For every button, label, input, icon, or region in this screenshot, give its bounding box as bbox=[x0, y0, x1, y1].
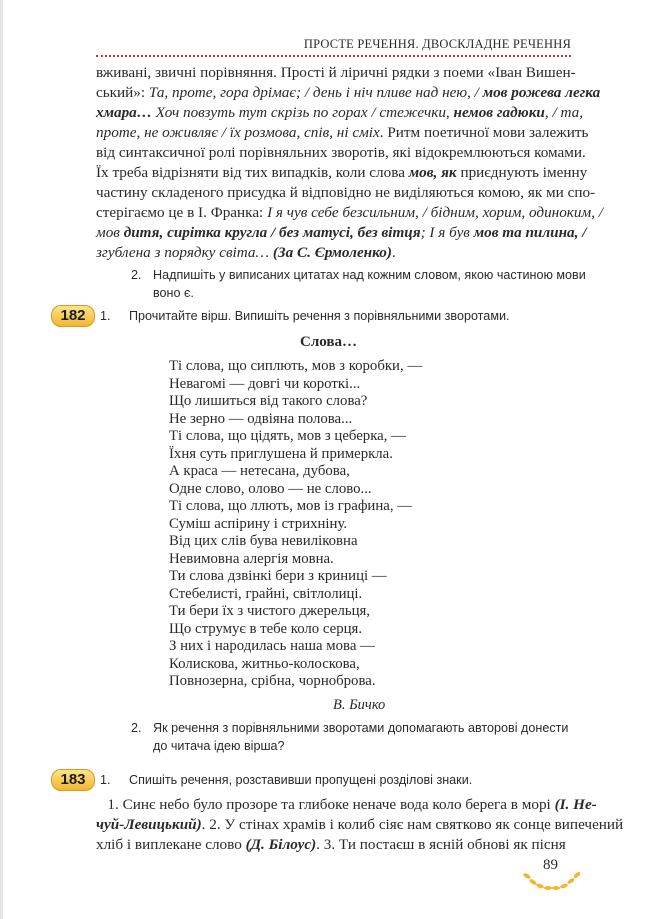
poem-line: Невагомі — довгі чи короткі... bbox=[169, 375, 361, 392]
poem-line: Суміш аспірину і стрихніну. bbox=[169, 515, 348, 532]
body-text: Їх треба відрізняти від тих випадків, коли слова bbox=[96, 164, 409, 181]
quote-text: Хоч повзуть тут скрізь по горах / стежечки, bbox=[155, 104, 454, 121]
task-text: Прочитайте вірш. Випишіть речення з порівняльними зворотами. bbox=[129, 309, 510, 323]
text-line bbox=[96, 143, 586, 163]
quote-text: проте, не оживляє / їх розмова, спів, ні сміх bbox=[96, 124, 380, 141]
poem-line: Ті слова, що сиплють, мов з коробки, — bbox=[169, 358, 423, 374]
poem-title: Слова… bbox=[300, 334, 357, 350]
running-header: ПРОСТЕ РЕЧЕННЯ. ДВОСКЛАДНЕ РЕЧЕННЯ bbox=[303, 37, 571, 51]
text-line bbox=[96, 103, 584, 123]
text-line bbox=[96, 183, 596, 203]
poem-line: А краса — нетесана, дубова, bbox=[169, 463, 350, 479]
page-number: 89 bbox=[543, 857, 558, 873]
body-text: . 2. У стінах храмів і колиб сіяє нам святково як сонце випечений bbox=[201, 816, 624, 833]
task-number: 2. bbox=[131, 721, 142, 735]
task-text bbox=[153, 719, 568, 755]
poem-line: Ті слова, що ллють, мов із графина, — bbox=[169, 498, 413, 514]
poem-line: З них і народилась наша мова — bbox=[169, 638, 375, 654]
quote-text: Та, проте, гора дрімає; / день і ніч пливе над нею, / bbox=[148, 84, 483, 101]
poem-line: Що струмує в тебе коло серця. bbox=[169, 620, 363, 637]
emphasis-text: немов гадюки bbox=[453, 104, 545, 121]
poem-line: Стебелисті, грайні, світлолиці. bbox=[169, 585, 363, 602]
poem-line: Повнозерна, срібна, чорноброва. bbox=[169, 673, 376, 689]
body-text: приєднують іменну bbox=[456, 164, 588, 181]
emphasis-text: хмара… bbox=[96, 104, 156, 121]
body-text: . Ритм поетичної мови залежить bbox=[379, 124, 589, 141]
task-text bbox=[153, 266, 586, 302]
body-text: ський»: bbox=[96, 84, 149, 101]
emphasis-text: (І. Не- bbox=[554, 796, 597, 813]
quote-text: , / та, bbox=[544, 104, 584, 121]
task-line: воно є. bbox=[153, 286, 194, 300]
body-text: . 3. Ти постаєш в ясній обнові як пісня bbox=[316, 836, 566, 853]
emphasis-text: мов, як bbox=[408, 164, 457, 181]
emphasis-text: мов рожева легка bbox=[482, 84, 601, 101]
poem-line: Одне слово, олово — не слово... bbox=[169, 480, 372, 497]
exercise-badge-183: 183 bbox=[51, 769, 95, 791]
task-text: Спишіть речення, розставивши пропущені розділові знаки. bbox=[129, 773, 473, 787]
body-text: стерігаємо це в І. Франка: bbox=[96, 204, 268, 221]
body-text: частину складеного присудка й відповідно не виділяються комою, як ми спо- bbox=[96, 184, 596, 201]
text-line bbox=[96, 123, 589, 143]
task-line: Надпишіть у виписаних цитатах над кожним словом, якою частиною мови bbox=[153, 268, 586, 282]
emphasis-text: (За С. Єрмоленко) bbox=[272, 244, 392, 261]
task-number: 1. bbox=[100, 773, 111, 787]
body-text: від синтаксичної ролі порівняльних зворотів, які відокремлюються комами. bbox=[96, 144, 586, 161]
poem-line: Ті слова, що цідять, мов з цеберка, — bbox=[169, 428, 406, 444]
quote-text: мов bbox=[96, 224, 124, 241]
poem-line: Їхня суть приглушена й примеркла. bbox=[169, 445, 393, 462]
poem-line: Від цих слів бува невиліковна bbox=[169, 533, 358, 549]
poem-line: Що лишиться від такого слова? bbox=[169, 393, 368, 409]
text-line bbox=[96, 203, 604, 223]
text-line bbox=[96, 815, 624, 835]
emphasis-text: чуй-Левицький) bbox=[96, 816, 202, 833]
exercise-badge-182: 182 bbox=[51, 305, 95, 327]
body-text: хліб і виплекане слово bbox=[96, 836, 246, 853]
body-text: 1. Синє небо було прозоре та глибоке неначе вода коло берега в морі bbox=[96, 796, 555, 813]
text-line bbox=[96, 83, 601, 103]
quote-text: ; І я був bbox=[420, 224, 474, 241]
poem-line: Колискова, житньо-колоскова, bbox=[169, 655, 360, 672]
wheat-ears-icon bbox=[521, 866, 583, 896]
poem-line: Ти слова дзвінкі бери з криниці — bbox=[169, 568, 387, 584]
emphasis-text: мов та пилина, / bbox=[473, 224, 587, 241]
poem-author: В. Бичко bbox=[333, 697, 386, 713]
task-number: 1. bbox=[100, 309, 111, 323]
header-divider bbox=[96, 55, 571, 57]
quote-text: згублена з порядку світа… bbox=[96, 244, 273, 261]
emphasis-text: дитя, сирітка кругла / без матусі, без вітця bbox=[123, 224, 421, 241]
text-line bbox=[96, 243, 570, 263]
text-line bbox=[96, 223, 587, 243]
task-line: до читача ідею вірша? bbox=[153, 739, 285, 753]
poem-line: Не зерно — одвіяна полова... bbox=[169, 410, 353, 427]
text-line bbox=[96, 63, 576, 83]
task-number: 2. bbox=[131, 268, 142, 282]
body-text: . bbox=[391, 244, 396, 261]
text-line bbox=[96, 163, 588, 183]
text-line bbox=[96, 795, 597, 815]
emphasis-text: (Д. Білоус) bbox=[245, 836, 317, 853]
quote-text: І я чув себе безсильним, / бідним, хорим, одиноким, / bbox=[267, 204, 604, 221]
text-line bbox=[96, 835, 570, 855]
task-line: Як речення з порівняльними зворотами допомагають авторові донести bbox=[153, 721, 569, 735]
poem-line: Невимовна алергія мовна. bbox=[169, 550, 334, 567]
body-text: вживані, звичні порівняння. Прості й ліричні рядки з поеми «Іван Вишен- bbox=[96, 64, 576, 81]
poem-line: Ти бери їх з чистого джерельця, bbox=[169, 603, 371, 619]
